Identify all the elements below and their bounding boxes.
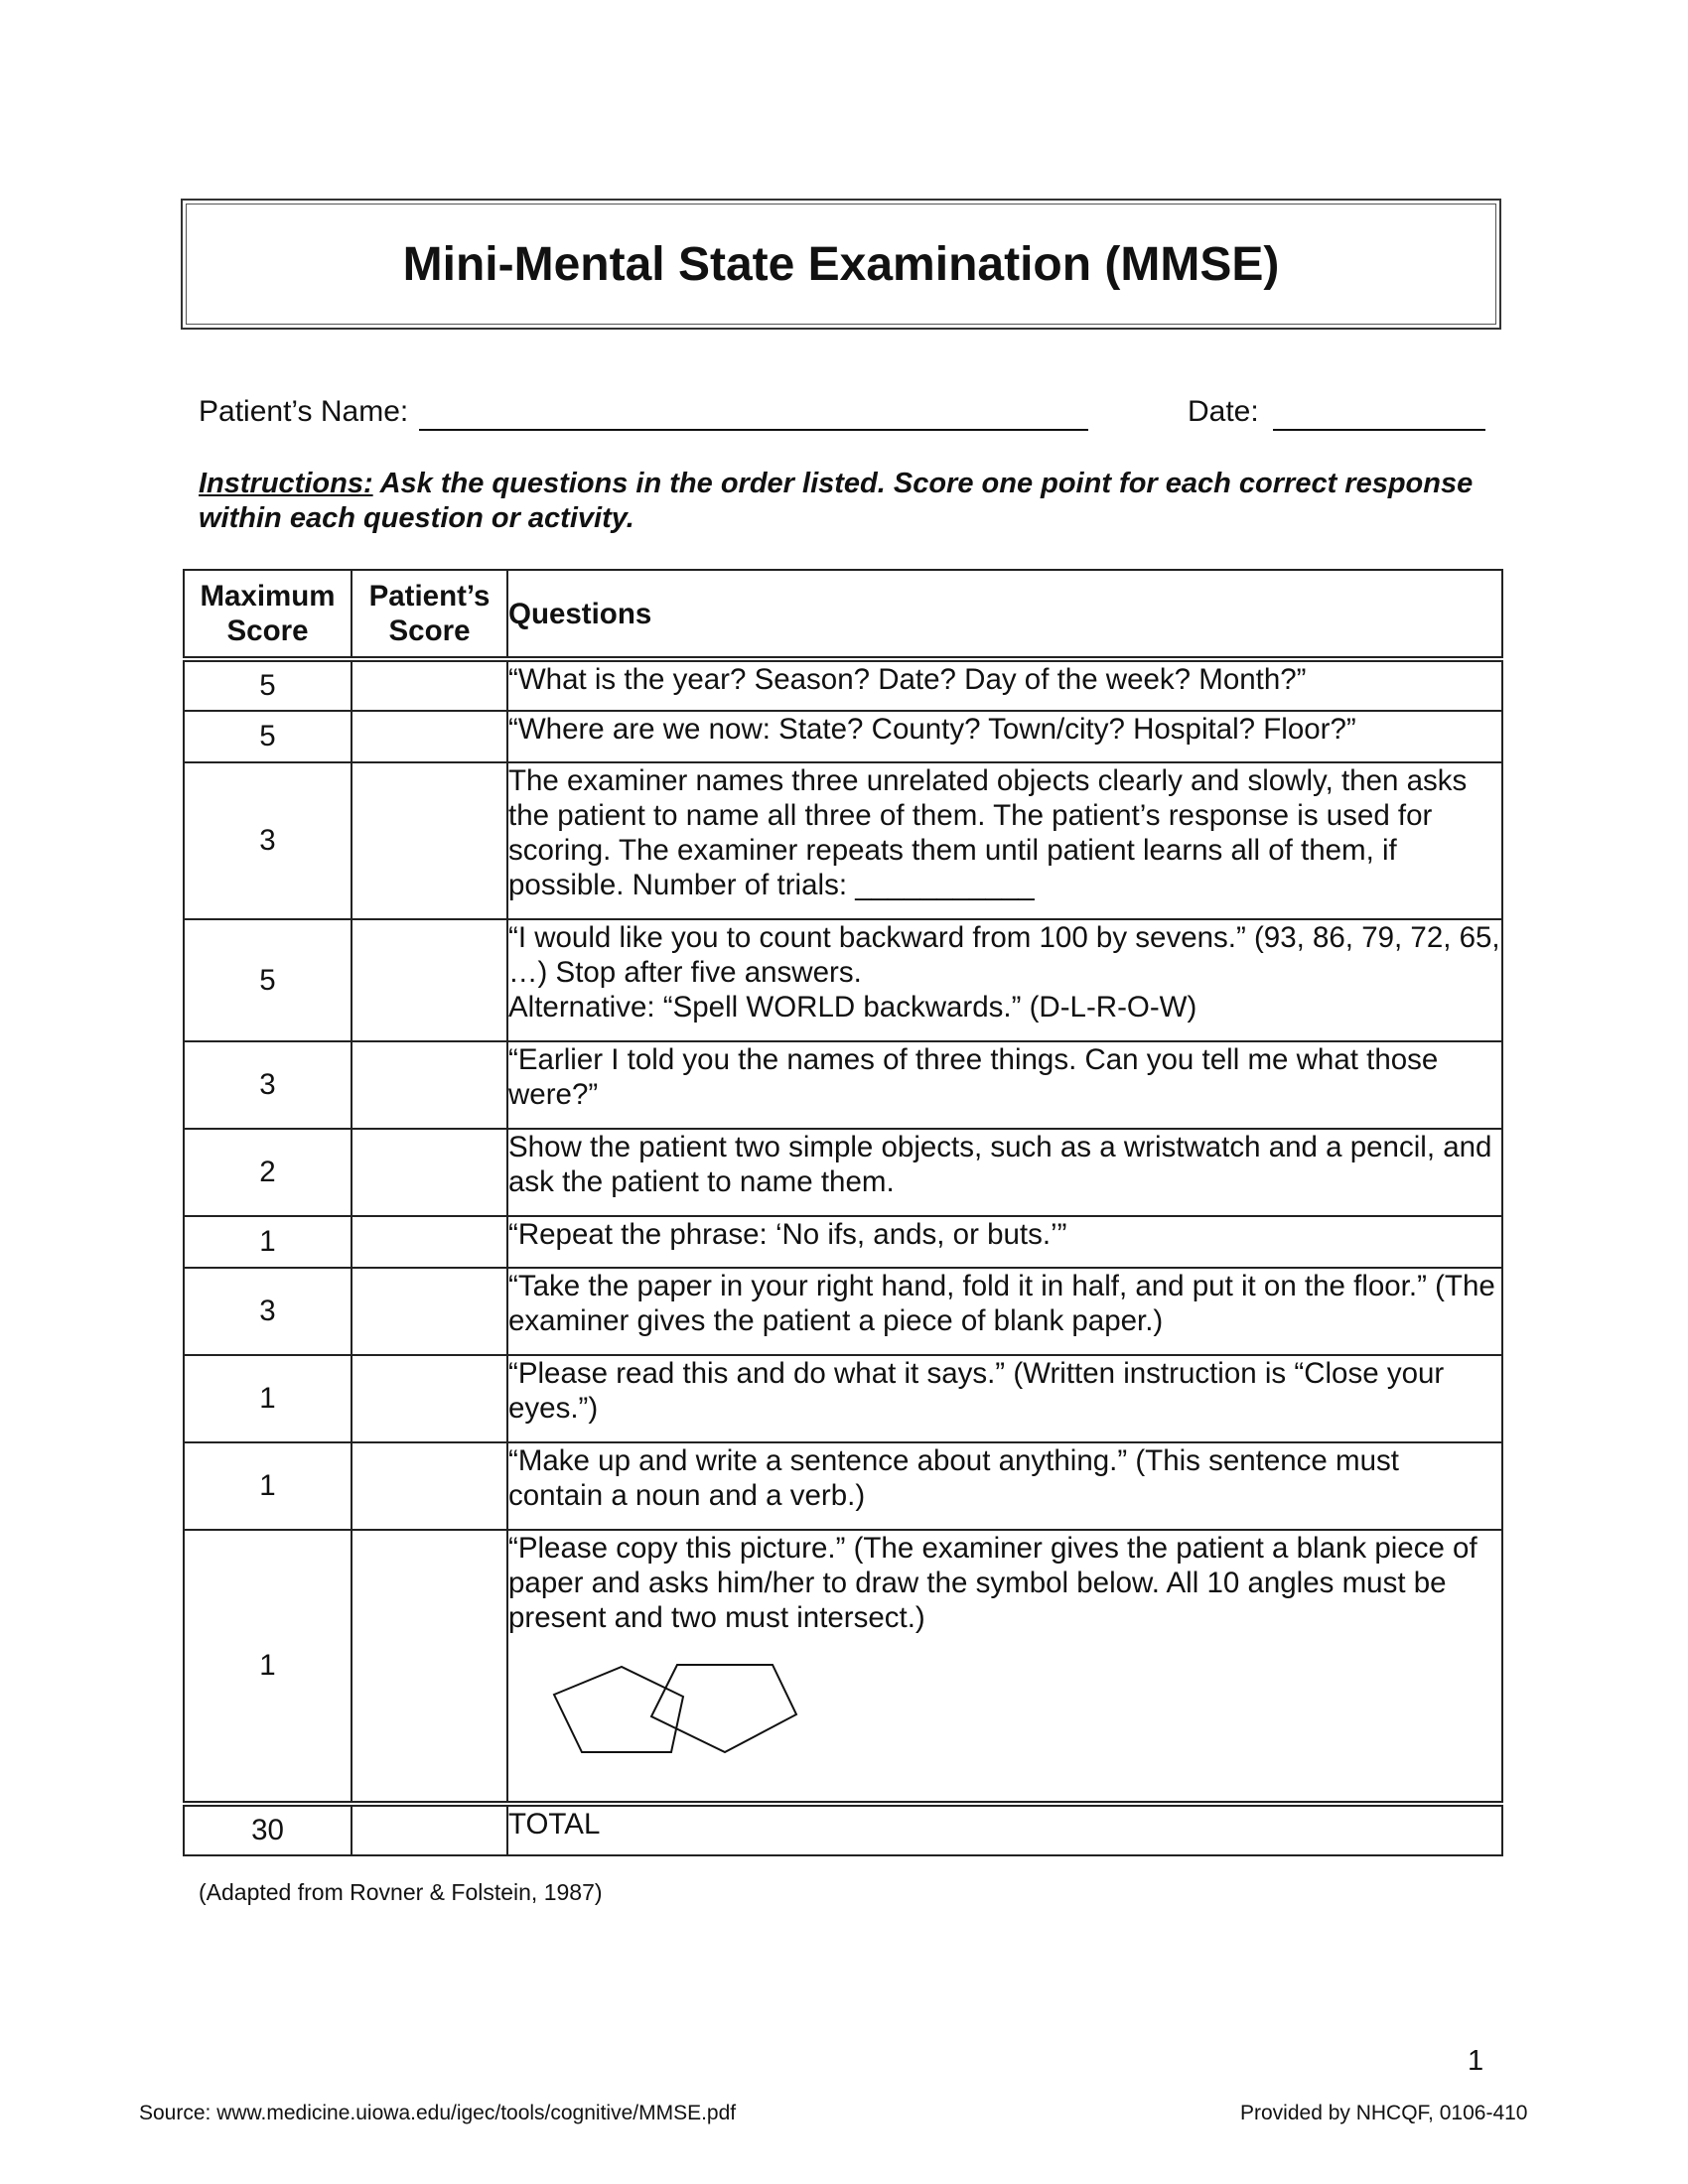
max-score-cell: 5 xyxy=(184,919,352,1041)
patient-score-cell[interactable] xyxy=(352,1216,507,1268)
question-cell: The examiner names three unrelated objects clearly and slowly, then asks the patient to name all three of them. The patient’s response is used for scoring. The examiner repeats them until patient learns all of them, if possible. Number of trials: ___________ xyxy=(507,762,1502,919)
question-cell: “Make up and write a sentence about anything.” (This sentence must contain a noun and a verb.) xyxy=(507,1442,1502,1530)
question-text: “Please copy this picture.” (The examiner gives the patient a blank piece of paper and asks him/her to draw the symbol below. All 10 angles must be present and two must intersect.) xyxy=(508,1532,1477,1634)
question-cell: “What is the year? Season? Date? Day of the week? Month?” xyxy=(507,659,1502,711)
max-score-cell: 1 xyxy=(184,1442,352,1530)
mmse-table xyxy=(183,569,1503,1856)
table-row xyxy=(184,762,1502,919)
question-cell: “Please read this and do what it says.” (Written instruction is “Close your eyes.”) xyxy=(507,1355,1502,1442)
patient-score-cell[interactable] xyxy=(352,762,507,919)
patient-score-cell[interactable] xyxy=(352,1442,507,1530)
patient-score-cell[interactable] xyxy=(352,711,507,762)
question-text: “I would like you to count backward from 100 by sevens.” (93, 86, 79, 72, 65, …) Stop after five answers. xyxy=(508,921,1500,989)
page-number: 1 xyxy=(1468,2045,1484,2077)
table-row xyxy=(184,659,1502,711)
title-box xyxy=(181,199,1501,330)
provided-by-footer: Provided by NHCQF, 0106-410 xyxy=(1240,2102,1528,2124)
table-row xyxy=(184,919,1502,1041)
patient-score-cell[interactable] xyxy=(352,919,507,1041)
max-score-cell: 1 xyxy=(184,1216,352,1268)
patient-name-field[interactable] xyxy=(419,429,1088,431)
max-score-cell: 3 xyxy=(184,1041,352,1129)
total-row xyxy=(184,1804,1502,1855)
patient-score-cell[interactable] xyxy=(352,1355,507,1442)
patient-score-cell[interactable] xyxy=(352,1530,507,1804)
intersecting-pentagons-icon xyxy=(552,1655,832,1762)
header-patient-score: Patient’s Score xyxy=(352,570,507,659)
table-row xyxy=(184,1129,1502,1216)
adapted-citation: (Adapted from Rovner & Folstein, 1987) xyxy=(199,1879,603,1905)
date-label: Date: xyxy=(1188,395,1259,428)
table-row xyxy=(184,1442,1502,1530)
question-alternative-text: Alternative: “Spell WORLD backwards.” (D-L-R-O-W) xyxy=(508,991,1197,1024)
table-row xyxy=(184,1216,1502,1268)
patient-score-cell[interactable] xyxy=(352,659,507,711)
table-row xyxy=(184,1355,1502,1442)
question-cell: “Earlier I told you the names of three things. Can you tell me what those were?” xyxy=(507,1041,1502,1129)
date-field[interactable] xyxy=(1273,429,1485,431)
max-score-cell: 3 xyxy=(184,762,352,919)
question-cell: “Where are we now: State? County? Town/city? Hospital? Floor?” xyxy=(507,711,1502,762)
table-row xyxy=(184,1268,1502,1355)
max-score-cell: 5 xyxy=(184,659,352,711)
question-cell xyxy=(507,919,1502,1041)
table-row xyxy=(184,1041,1502,1129)
max-score-cell: 3 xyxy=(184,1268,352,1355)
table-row xyxy=(184,1530,1502,1804)
question-cell: “Repeat the phrase: ‘No ifs, ands, or buts.’” xyxy=(507,1216,1502,1268)
total-patient-score-cell[interactable] xyxy=(352,1804,507,1855)
instructions-lead: Instructions: xyxy=(199,468,373,499)
header-maximum-score: Maximum Score xyxy=(184,570,352,659)
total-label: TOTAL xyxy=(507,1804,1502,1855)
table-header-row xyxy=(184,570,1502,659)
instructions-text: Ask the questions in the order listed. Score one point for each correct response within each question or activity. xyxy=(199,468,1474,534)
max-score-cell: 5 xyxy=(184,711,352,762)
question-cell: “Take the paper in your right hand, fold it in half, and put it on the floor.” (The examiner gives the patient a piece of blank paper.) xyxy=(507,1268,1502,1355)
page-title: Mini-Mental State Examination (MMSE) xyxy=(402,237,1280,291)
max-score-cell: 1 xyxy=(184,1355,352,1442)
max-score-cell: 2 xyxy=(184,1129,352,1216)
table-row xyxy=(184,711,1502,762)
patient-score-cell[interactable] xyxy=(352,1129,507,1216)
patient-score-cell[interactable] xyxy=(352,1268,507,1355)
total-max-score: 30 xyxy=(184,1804,352,1855)
patient-score-cell[interactable] xyxy=(352,1041,507,1129)
instructions xyxy=(199,467,1489,536)
question-cell: Show the patient two simple objects, such as a wristwatch and a pencil, and ask the patient to name them. xyxy=(507,1129,1502,1216)
header-questions: Questions xyxy=(507,570,1502,659)
max-score-cell: 1 xyxy=(184,1530,352,1804)
source-footer: Source: www.medicine.uiowa.edu/igec/tools/cognitive/MMSE.pdf xyxy=(139,2102,737,2124)
patient-name-label: Patient’s Name: xyxy=(199,395,409,428)
question-cell xyxy=(507,1530,1502,1804)
